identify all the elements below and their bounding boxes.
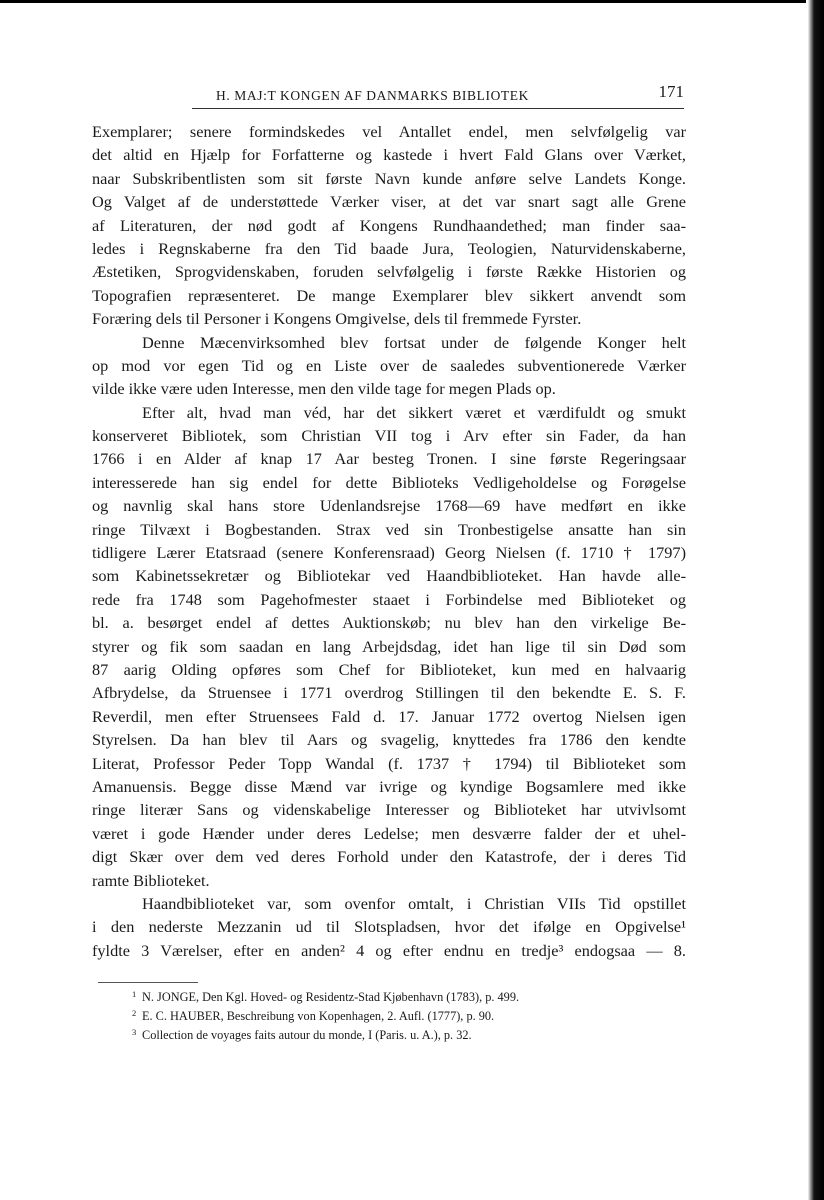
- text-line: Afbrydelse, da Struensee i 1771 overdrog Stillingen til den bekendte E. S. F.: [92, 683, 686, 703]
- text-line: i den nederste Mezzanin ud til Slotspladsen, hvor det ifølge en Opgivelse¹: [92, 917, 686, 937]
- text-line: vilde ikke være uden Interesse, men den vilde tage for megen Plads op.: [92, 379, 556, 399]
- text-line: været i gode Hænder under deres Ledelse; men desværre falder der et uhel-: [92, 823, 686, 843]
- footnote-marker: 3: [132, 1027, 137, 1037]
- text-line: Amanuensis. Begge disse Mænd var ivrige og kyndige Bogsamlere med ikke: [92, 776, 686, 796]
- text-line: Foræring dels til Personer i Kongens Omgivelse, dels til fremmede Fyrster.: [92, 309, 582, 329]
- text-line: Reverdil, men efter Struensees Fald d. 17. Januar 1772 overtog Nielsen igen: [92, 706, 686, 726]
- footnote-text: Collection de voyages faits autour du monde, I (Paris. u. A.), p. 32.: [142, 1028, 472, 1042]
- text-line: styrer og fik som saadan en lang Arbejdsdag, idet han lige til sin Død som: [92, 636, 686, 656]
- text-line: bl. a. besørget endel af dettes Auktionskøb; nu blev han den virkelige Be-: [92, 613, 686, 633]
- page-number: 171: [658, 82, 684, 101]
- scan-border-right: [806, 0, 824, 1200]
- footnote-marker: 2: [132, 1008, 137, 1018]
- text-line: ledes i Regnskaberne fra den Tid baade Jura, Teologien, Naturvidenskaberne,: [92, 238, 686, 258]
- text-line: Æstetiken, Sprogvidenskaben, foruden selvfølgelig i første Række Historien og: [92, 262, 686, 282]
- text-line: digt Skær over dem ved deres Forhold under den Katastrofe, der i deres Tid: [92, 847, 686, 867]
- text-line: Literat, Professor Peder Topp Wandal (f. 1737 † 1794) til Biblioteket som: [92, 753, 686, 773]
- text-line: rede fra 1748 som Pagehofmester staaet i Forbindelse med Biblioteket og: [92, 589, 686, 609]
- text-line: som Kabinetssekretær og Bibliotekar ved Haandbiblioteket. Han havde alle-: [92, 566, 686, 586]
- text-line: det altid en Hjælp for Forfatterne og kastede i hvert Fald Glans over Værket,: [92, 145, 686, 165]
- text-line: Denne Mæcenvirksomhed blev fortsat under de følgende Konger helt: [142, 332, 686, 352]
- body-text: [92, 120, 686, 962]
- footnote-marker: 1: [132, 989, 137, 999]
- text-line: 87 aarig Olding opføres som Chef for Biblioteket, kun med en halvaarig: [92, 659, 686, 679]
- text-line: Exemplarer; senere formindskedes vel Antallet endel, men selvfølgelig var: [92, 122, 686, 141]
- footnote: [132, 1026, 662, 1045]
- text-line: Efter alt, hvad man véd, har det sikkert været et værdifuldt og smukt: [142, 402, 686, 422]
- text-line: op mod vor egen Tid og en Liste over de saaledes subventionerede Værker: [92, 355, 686, 375]
- text-line: interesserede han sig endel for dette Biblioteks Vedligeholdelse og Forøgelse: [92, 472, 686, 492]
- text-line: Topografien repræsenteret. De mange Exemplarer blev sikkert anvendt som: [92, 285, 686, 305]
- footnote-text: E. C. HAUBER, Beschreibung von Kopenhagen, 2. Aufl. (1777), p. 90.: [142, 1009, 495, 1023]
- footnotes: [132, 988, 662, 1045]
- scan-border-top: [0, 0, 824, 3]
- text-line: ringe Tilvæxt i Bogbestanden. Strax ved sin Tronbestigelse ansatte han sin: [92, 519, 686, 539]
- text-line: fyldte 3 Værelser, efter en anden² 4 og efter endnu en tredje³ endogsaa — 8.: [92, 940, 686, 960]
- text-line: 1766 i en Alder af knap 17 Aar besteg Tronen. I sine første Regeringsaar: [92, 449, 686, 469]
- text-line: tidligere Lærer Etatsraad (senere Konferensraad) Georg Nielsen (f. 1710 † 1797): [92, 543, 686, 563]
- header-rule: [192, 108, 684, 109]
- text-line: Og Valget af de understøttede Værker viser, at det var snart sagt alle Grene: [92, 192, 686, 212]
- footnote: [132, 1007, 662, 1026]
- text-line: Styrelsen. Da han blev til Aars og svagelig, knyttedes fra 1786 den kendte: [92, 730, 686, 750]
- footnote-rule: [98, 982, 198, 983]
- text-line: ringe literær Sans og videnskabelige Interesser og Biblioteket har utvivlsomt: [92, 800, 686, 820]
- running-title: H. MAJ:T KONGEN AF DANMARKS BIBLIOTEK: [216, 88, 529, 103]
- text-line: Haandbiblioteket var, som ovenfor omtalt, i Christian VIIs Tid opstillet: [142, 893, 686, 913]
- text-line: af Literaturen, der nød godt af Kongens Rundhaandethed; man finder saa-: [92, 215, 686, 235]
- text-line: og navnlig skal hans store Udenlandsrejse 1768—69 have medført en ikke: [92, 496, 686, 516]
- text-line: naar Subskribentlisten som sit første Navn kunde anføre selve Landets Konge.: [92, 168, 686, 188]
- text-line: konserveret Bibliotek, som Christian VII tog i Arv efter sin Fader, da han: [92, 426, 686, 446]
- footnote: [132, 988, 662, 1007]
- text-line: ramte Biblioteket.: [92, 870, 210, 890]
- footnote-text: N. JONGE, Den Kgl. Hoved- og Residentz-Stad Kjøbenhavn (1783), p. 499.: [142, 990, 520, 1004]
